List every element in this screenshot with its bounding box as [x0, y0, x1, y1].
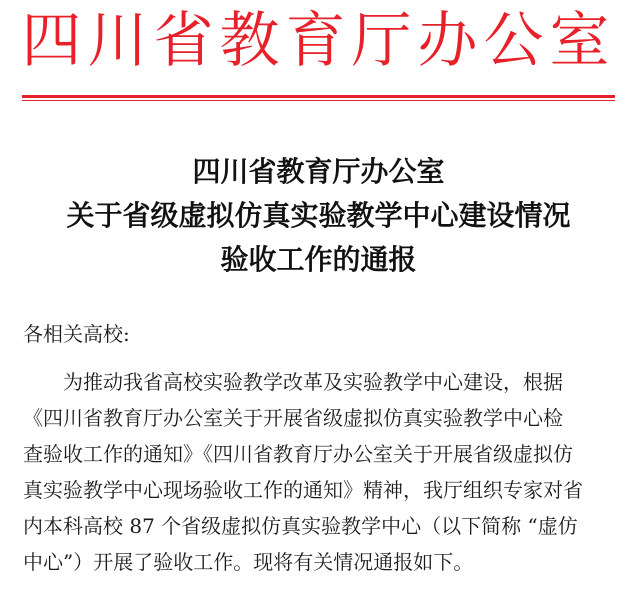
red-masthead-header: 四川省教育厅办公室: [21, 6, 616, 76]
body-paragraph: [23, 364, 615, 580]
masthead-red-rule-thick: [22, 95, 615, 98]
body-line-4: 真实验教学中心现场验收工作的通知》精神，我厅组织专家对省: [23, 478, 583, 502]
title-line-1: 四川省教育厅办公室: [192, 155, 445, 188]
salutation: 各相关高校:: [23, 322, 130, 346]
body-line-5: 内本科高校 87 个省级虚拟仿真实验教学中心（以下简称 “虚仿: [23, 514, 578, 538]
body-line-6: 中心”）开展了验收工作。现将有关情况通报如下。: [23, 550, 474, 574]
body-line-1: 为推动我省高校实验教学改革及实验教学中心建设，根据: [63, 370, 563, 394]
title-line-3: 验收工作的通报: [220, 243, 417, 276]
title-line-2: 关于省级虚拟仿真实验教学中心建设情况: [66, 199, 571, 232]
body-line-2: 《四川省教育厅办公室关于开展省级虚拟仿真实验教学中心检: [23, 406, 563, 430]
document-title: [0, 150, 637, 282]
masthead-red-rule-thin: [22, 100, 615, 101]
body-line-3: 查验收工作的通知》《四川省教育厅办公室关于开展省级虚拟仿: [23, 442, 573, 466]
